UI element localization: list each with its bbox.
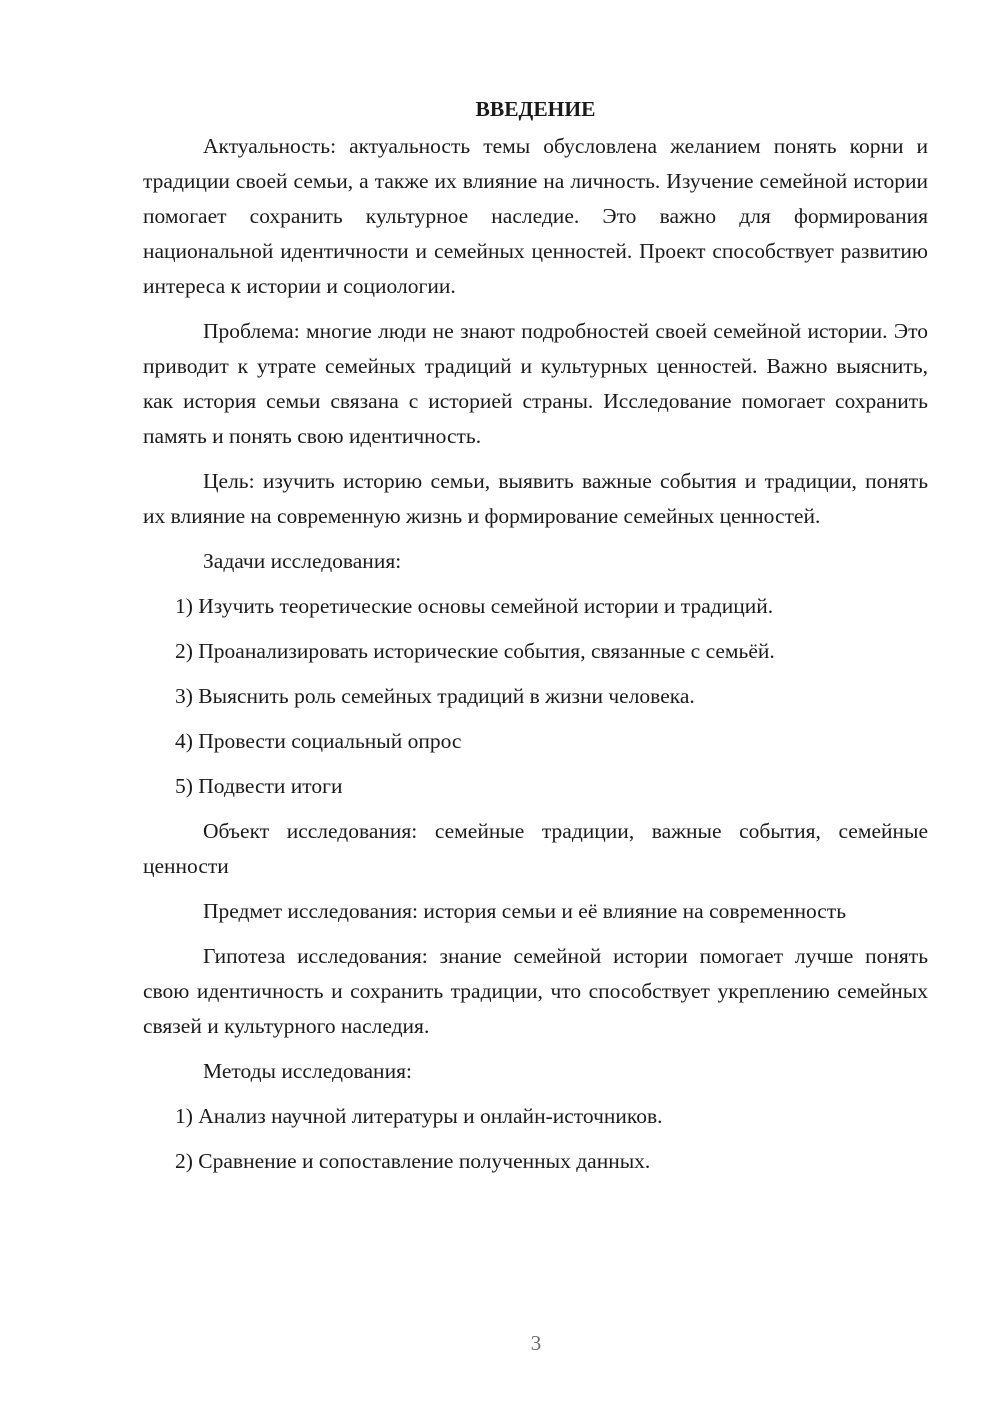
page-number: 3 (530, 1331, 542, 1355)
task-item: 5) Подвести итоги (175, 774, 343, 798)
task-item: 4) Провести социальный опрос (175, 729, 462, 753)
relevance-paragraph: Актуальность: актуальность темы обусловлена желанием понять корни и традиции своей семьи, а также их влияние на личность. Изучение семейной истории помогает сохранить культурное наследие. Это важно для формирования национальной идентичности и семейных ценностей. Проект способствует развитию интереса к истории и социологии. (143, 134, 928, 298)
tasks-title: Задачи исследования: (203, 549, 402, 573)
task-item: 2) Проанализировать исторические события, связанные с семьёй. (175, 639, 775, 663)
task-item: 3) Выяснить роль семейных традиций в жизни человека. (175, 684, 695, 708)
section-heading: ВВЕДЕНИЕ (475, 97, 596, 121)
subject-paragraph: Предмет исследования: история семьи и её влияние на современность (203, 899, 847, 923)
goal-paragraph: Цель: изучить историю семьи, выявить важные события и традиции, понять их влияние на современную жизнь и формирование семейных ценностей. (143, 469, 928, 528)
hypothesis-paragraph: Гипотеза исследования: знание семейной истории помогает лучше понять свою идентичность и сохранить традиции, что способствует укреплению семейных связей и культурного наследия. (143, 944, 928, 1038)
method-item: 1) Анализ научной литературы и онлайн-источников. (175, 1104, 663, 1128)
methods-title: Методы исследования: (203, 1059, 412, 1083)
object-paragraph: Объект исследования: семейные традиции, важные события, семейные ценности (143, 819, 928, 878)
method-item: 2) Сравнение и сопоставление полученных данных. (175, 1149, 651, 1173)
problem-paragraph: Проблема: многие люди не знают подробностей своей семейной истории. Это приводит к утрате семейных традиций и культурных ценностей. Важно выяснить, как история семьи связана с историей страны. Исследование помогает сохранить память и понять свою идентичность. (143, 319, 928, 448)
document-page (143, 92, 928, 1189)
task-item: 1) Изучить теоретические основы семейной истории и традиций. (175, 594, 774, 618)
